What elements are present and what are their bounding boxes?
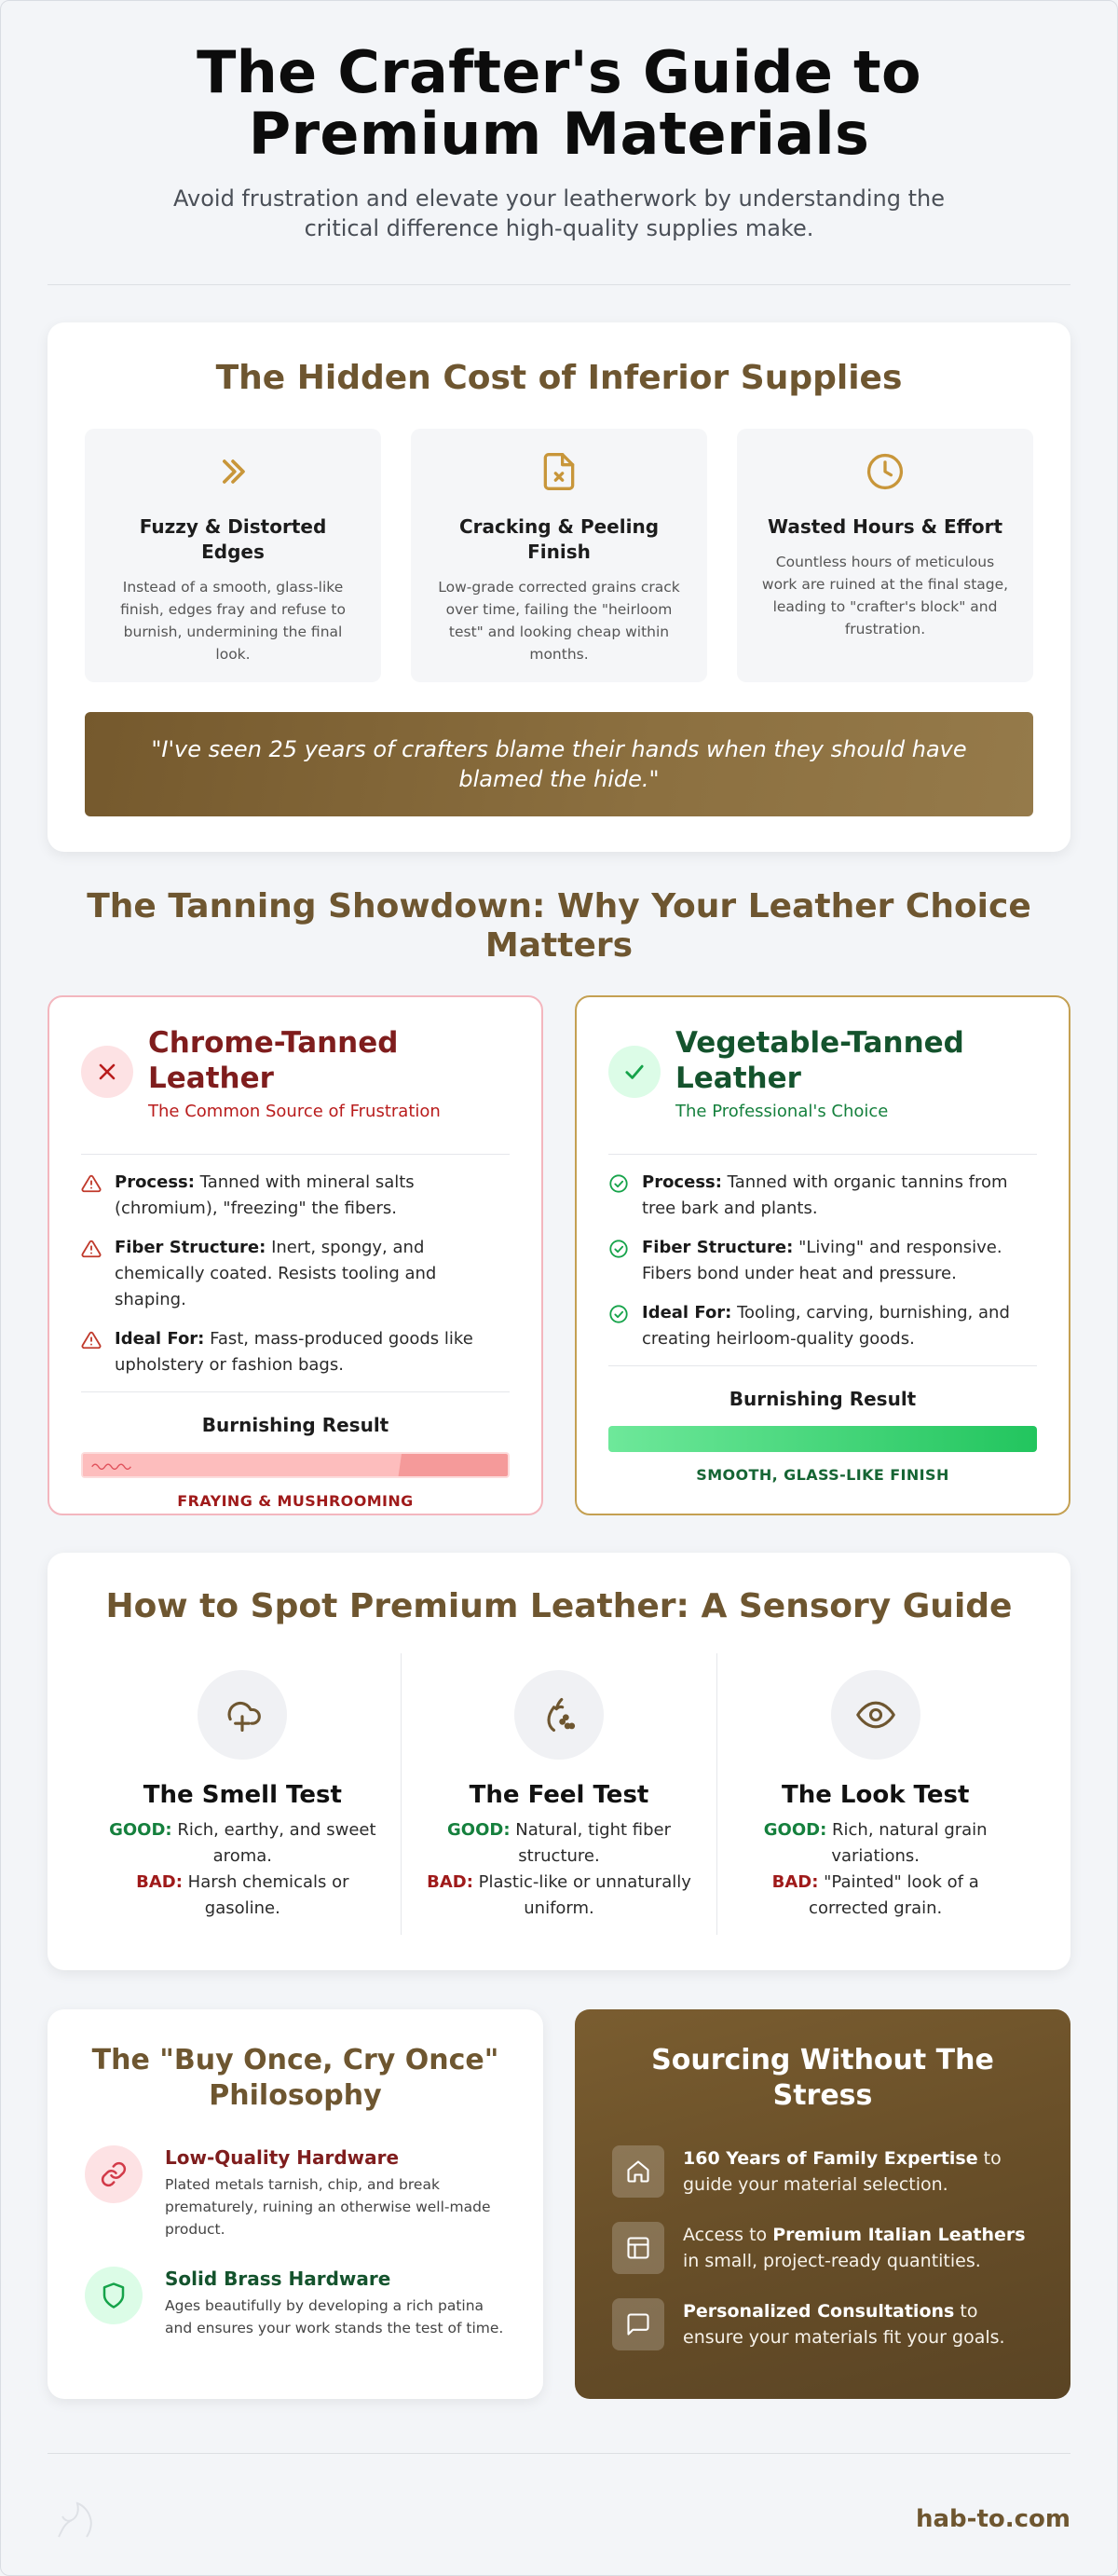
page-subtitle: Avoid frustration and elevate your leatherwork by understanding the critical difference high-quality supplies make. <box>173 185 945 241</box>
burnishing-result <box>81 1413 510 1512</box>
test-list <box>85 1653 1033 1935</box>
bad-text: Harsh chemicals or gasoline. <box>182 1872 349 1918</box>
feel-test <box>401 1653 717 1935</box>
sourcing-card <box>575 2009 1070 2399</box>
hardware-title: Low-Quality Hardware <box>165 2146 400 2169</box>
point-list <box>608 1170 1037 1352</box>
list-item <box>608 1300 1037 1352</box>
file-x-icon <box>539 451 579 492</box>
divider <box>608 1365 1037 1366</box>
good-label: GOOD: <box>763 1820 827 1840</box>
test-good <box>103 1817 382 1870</box>
point-label: Ideal For: <box>115 1329 205 1349</box>
icon-circle <box>85 2145 143 2203</box>
card-title: Chrome-Tanned Leather <box>148 1026 399 1095</box>
check-badge <box>608 1046 661 1098</box>
cost-title: Fuzzy & Distorted Edges <box>139 515 327 563</box>
bottom-row <box>48 2009 1070 2399</box>
icon-circle <box>198 1670 287 1760</box>
icon-circle <box>831 1670 920 1760</box>
eye-icon <box>855 1694 896 1735</box>
bad-label: BAD: <box>136 1872 183 1892</box>
test-bad <box>736 1870 1015 1922</box>
card-header <box>608 1025 1037 1124</box>
sourcing-post: to ensure your materials fit your goals. <box>683 2301 1005 2348</box>
hand-touch-icon <box>539 1694 579 1735</box>
hardware-text: Plated metals tarnish, chip, and break prematurely, ruining an otherwise well-made product. <box>165 2176 491 2238</box>
icon-circle <box>514 1670 604 1760</box>
sourcing-bold: 160 Years of Family Expertise <box>683 2148 978 2169</box>
fray-squiggle-icon <box>90 1457 139 1473</box>
cost-card-edges <box>85 429 381 682</box>
sourcing-post: to guide your material selection. <box>683 2148 1002 2195</box>
page-title: The Crafter's Guide to Premium Materials <box>197 38 921 168</box>
list-item <box>608 1170 1037 1222</box>
point-text: Inert, spongy, and chemically coated. Resists tooling and shaping. <box>115 1238 437 1309</box>
test-bad <box>420 1870 699 1922</box>
cost-text: Instead of a smooth, glass-like finish, edges fray and refuse to burnish, undermining the final look. <box>120 579 346 663</box>
logo-wordmark <box>111 2514 116 2526</box>
warning-icon <box>81 1330 102 1350</box>
test-good <box>420 1817 699 1870</box>
brand-logo <box>51 2496 116 2542</box>
section-title: Sourcing Without The Stress <box>651 2044 994 2112</box>
cost-card-finish <box>411 429 707 682</box>
cloud-plus-icon <box>222 1694 263 1735</box>
bad-label: BAD: <box>427 1872 473 1892</box>
solid-brass-hardware <box>85 2267 506 2339</box>
horse-logo-icon <box>51 2496 102 2542</box>
test-bad <box>103 1870 382 1922</box>
icon-tile <box>612 2298 664 2350</box>
hero <box>48 1 1070 243</box>
card-title: Vegetable-Tanned Leather <box>675 1026 964 1095</box>
icon-tile <box>612 2145 664 2198</box>
burnishing-label: Burnishing Result <box>201 1414 389 1436</box>
double-chevron-right-icon <box>212 451 253 492</box>
warning-icon <box>81 1173 102 1194</box>
hardware-title: Solid Brass Hardware <box>165 2268 391 2290</box>
point-text: "Living" and responsive. Fibers bond under heat and pressure. <box>642 1238 1002 1283</box>
comparison <box>48 995 1070 1515</box>
point-list <box>81 1170 510 1378</box>
point-label: Process: <box>642 1172 722 1192</box>
divider <box>608 1154 1037 1155</box>
divider <box>48 284 1070 285</box>
good-text: Rich, natural grain variations. <box>826 1820 988 1866</box>
burnishing-outcome: SMOOTH, GLASS-LIKE FINISH <box>696 1466 949 1484</box>
clock-icon <box>865 451 906 492</box>
check-circle-icon <box>608 1239 629 1259</box>
sourcing-item <box>612 2298 1033 2350</box>
point-label: Process: <box>115 1172 195 1192</box>
look-test <box>716 1653 1033 1935</box>
philosophy-card <box>48 2009 543 2399</box>
bad-label: BAD: <box>771 1872 819 1892</box>
test-good <box>736 1817 1015 1870</box>
point-text: Tanned with organic tannins from tree bark and plants. <box>642 1172 1008 1218</box>
good-label: GOOD: <box>447 1820 511 1840</box>
card-header <box>81 1025 510 1124</box>
chrome-tanned-card <box>48 995 543 1515</box>
list-item <box>608 1235 1037 1287</box>
bad-text: "Painted" look of a corrected grain. <box>809 1872 979 1918</box>
warning-icon <box>81 1239 102 1259</box>
test-title: The Look Test <box>781 1781 970 1809</box>
icon-circle <box>85 2267 143 2324</box>
check-circle-icon <box>608 1304 629 1324</box>
showdown-title: The Tanning Showdown: Why Your Leather Choice Matters <box>87 887 1031 965</box>
bad-text: Plastic-like or unnaturally uniform. <box>472 1872 691 1918</box>
layout-icon <box>625 2235 651 2261</box>
sensory-guide-section <box>48 1553 1070 1970</box>
good-label: GOOD: <box>109 1820 172 1840</box>
hidden-cost-section <box>48 322 1070 852</box>
cost-text: Low-grade corrected grains crack over time, failing the "heirloom test" and looking cheap within months. <box>438 579 680 663</box>
sourcing-item <box>612 2222 1033 2274</box>
cost-card-time <box>737 429 1033 682</box>
quote-text: "I've seen 25 years of crafters blame their hands when they should have blamed the hide." <box>151 736 967 792</box>
divider <box>81 1391 510 1392</box>
section-title: The "Buy Once, Cry Once" Philosophy <box>91 2044 499 2112</box>
section-title: How to Spot Premium Leather: A Sensory Guide <box>105 1587 1013 1625</box>
check-icon <box>621 1059 648 1085</box>
burnishing-label: Burnishing Result <box>729 1388 917 1410</box>
point-text: Tanned with mineral salts (chromium), "freezing" the fibers. <box>115 1172 415 1218</box>
shield-icon <box>100 2281 128 2309</box>
cost-text: Countless hours of meticulous work are ruined at the final stage, leading to "crafter's block" and frustration. <box>761 554 1009 637</box>
cost-title: Wasted Hours & Effort <box>767 515 1003 538</box>
cost-title: Cracking & Peeling Finish <box>458 515 660 563</box>
burnishing-outcome: FRAYING & MUSHROOMING <box>177 1492 414 1510</box>
sourcing-pre: Access to <box>683 2225 773 2245</box>
divider <box>81 1154 510 1155</box>
burnishing-bar <box>608 1426 1037 1452</box>
hardware-text: Ages beautifully by developing a rich patina and ensures your work stands the test of time. <box>165 2297 504 2336</box>
sourcing-item <box>612 2145 1033 2198</box>
point-text: Tooling, carving, burnishing, and creating heirloom-quality goods. <box>642 1303 1010 1349</box>
website-link[interactable]: hab-to.com <box>916 2505 1070 2533</box>
section-title: The Hidden Cost of Inferior Supplies <box>215 359 903 397</box>
good-text: Rich, earthy, and sweet aroma. <box>171 1820 376 1866</box>
message-icon <box>625 2311 651 2337</box>
sourcing-bold: Premium Italian Leathers <box>772 2225 1026 2245</box>
test-title: The Feel Test <box>469 1781 649 1809</box>
low-quality-hardware <box>85 2145 506 2240</box>
sourcing-bold: Personalized Consultations <box>683 2301 955 2322</box>
x-badge <box>81 1046 133 1098</box>
quote-banner <box>85 712 1033 816</box>
burnishing-result <box>608 1387 1037 1486</box>
check-circle-icon <box>608 1173 629 1194</box>
test-title: The Smell Test <box>143 1781 342 1809</box>
good-text: Natural, tight fiber structure. <box>510 1820 671 1866</box>
point-label: Ideal For: <box>642 1303 732 1322</box>
list-item <box>81 1170 510 1222</box>
point-label: Fiber Structure: <box>115 1238 266 1257</box>
point-label: Fiber Structure: <box>642 1238 794 1257</box>
list-item <box>81 1326 510 1378</box>
list-item <box>81 1235 510 1313</box>
x-icon <box>94 1059 120 1085</box>
card-subtitle: The Professional's Choice <box>675 1102 889 1121</box>
smell-test <box>85 1653 401 1935</box>
home-icon <box>625 2158 651 2185</box>
vegetable-tanned-card <box>575 995 1070 1515</box>
icon-tile <box>612 2222 664 2274</box>
sourcing-post: in small, project-ready quantities. <box>683 2251 981 2271</box>
point-text: Fast, mass-produced goods like upholstery or fashion bags. <box>115 1329 473 1375</box>
footer <box>48 2454 1070 2576</box>
cost-list <box>85 429 1033 682</box>
broken-link-icon <box>100 2160 128 2188</box>
burnishing-bar <box>81 1452 510 1478</box>
card-subtitle: The Common Source of Frustration <box>148 1102 441 1121</box>
